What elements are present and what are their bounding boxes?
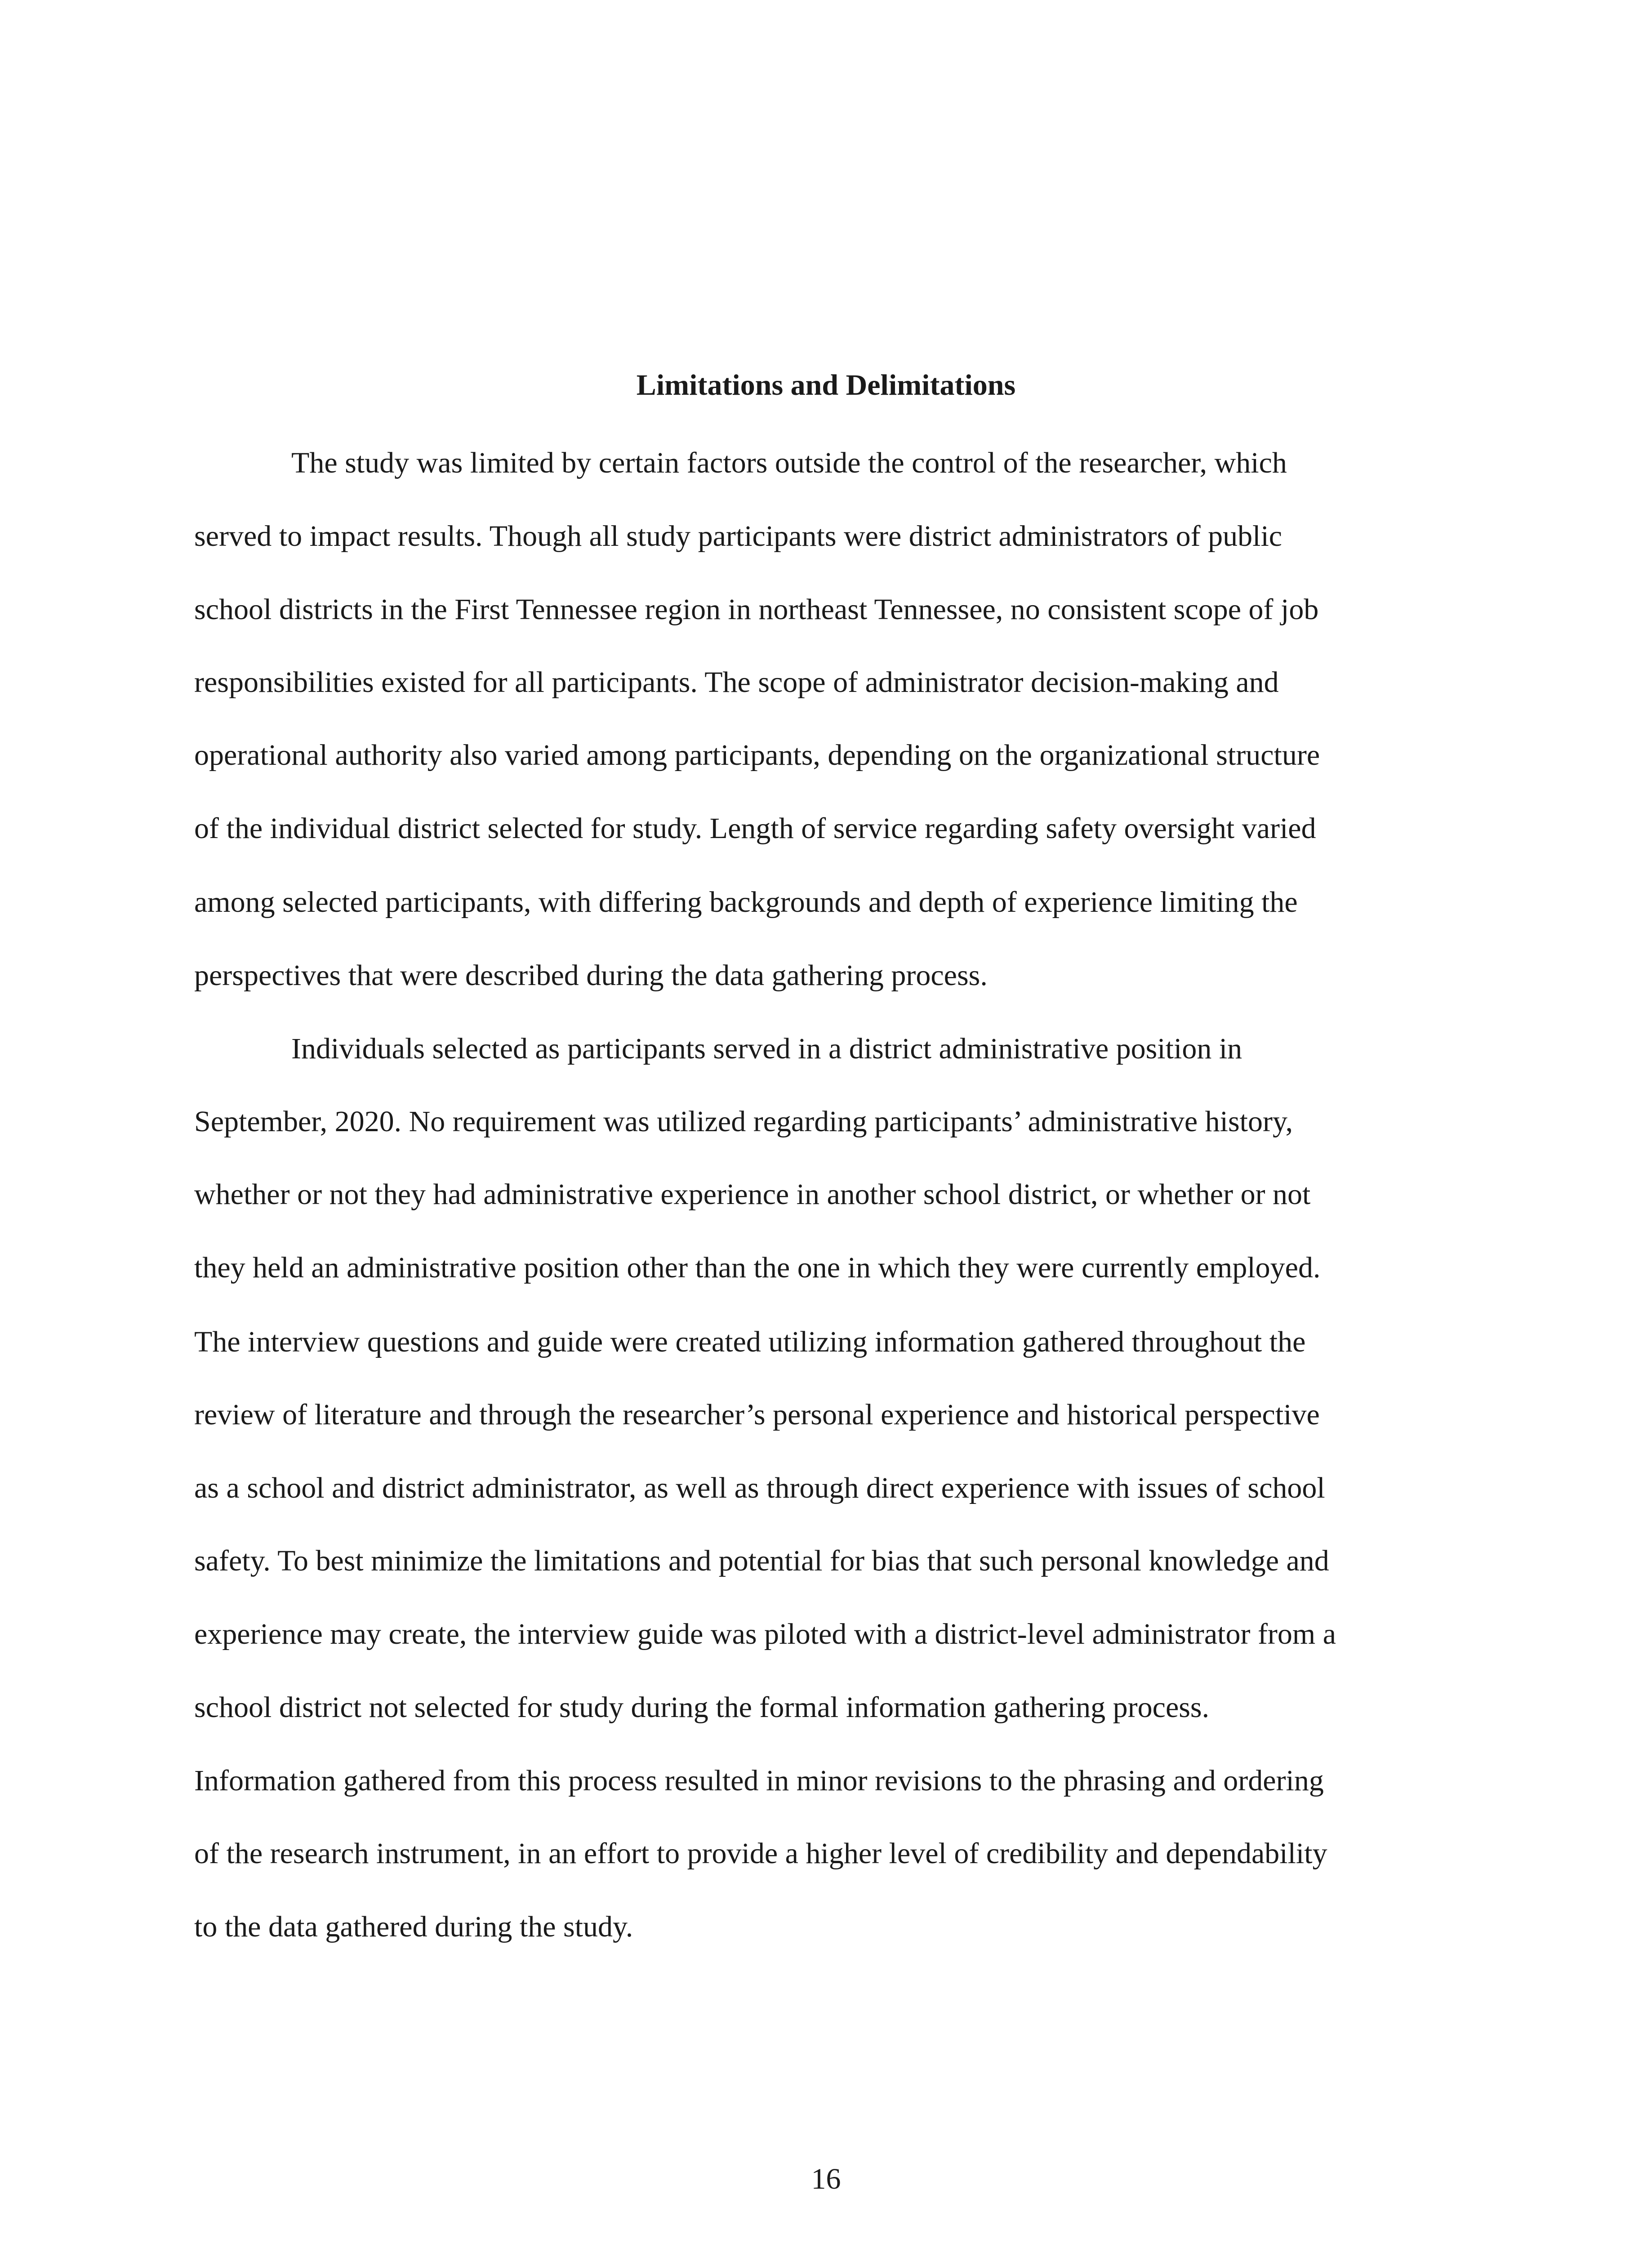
paragraph-1-line-1: The study was limited by certain factors outside the control of the researcher, which [291, 446, 1287, 479]
paragraph-1-line-4: responsibilities existed for all participants. The scope of administrator decision-making and [194, 666, 1279, 699]
paragraph-1-line-2: served to impact results. Though all study participants were district administrators of public [194, 520, 1282, 553]
paragraph-2-line-1: Individuals selected as participants served in a district administrative position in [291, 1032, 1242, 1065]
paragraph-1-line-6: of the individual district selected for study. Length of service regarding safety oversight varied [194, 812, 1316, 845]
paragraph-1-line-8: perspectives that were described during the data gathering process. [194, 959, 988, 992]
paragraph-2-line-2: September, 2020. No requirement was utilized regarding participants’ administrative history, [194, 1105, 1293, 1138]
paragraph-1-line-3: school districts in the First Tennessee region in northeast Tennessee, no consistent scope of job [194, 593, 1319, 626]
paragraph-2-line-6: review of literature and through the researcher’s personal experience and historical perspective [194, 1398, 1320, 1431]
paragraph-2-line-10: school district not selected for study during the formal information gathering process. [194, 1691, 1210, 1724]
paragraph-2-line-5: The interview questions and guide were created utilizing information gathered throughout the [194, 1325, 1306, 1358]
paragraph-2-line-4: they held an administrative position other than the one in which they were currently employed. [194, 1251, 1321, 1284]
paragraph-2-line-3: whether or not they had administrative experience in another school district, or whether or not [194, 1178, 1311, 1211]
paragraph-2-line-13: to the data gathered during the study. [194, 1910, 633, 1943]
paragraph-2-line-9: experience may create, the interview guide was piloted with a district-level administrator from a [194, 1618, 1336, 1650]
paragraph-2-line-7: as a school and district administrator, as well as through direct experience with issues of school [194, 1472, 1325, 1504]
paragraph-2-line-8: safety. To best minimize the limitations and potential for bias that such personal knowledge and [194, 1544, 1329, 1577]
paragraph-2-line-12: of the research instrument, in an effort to provide a higher level of credibility and dependability [194, 1837, 1327, 1870]
section-heading: Limitations and Delimitations [636, 369, 1016, 401]
paragraph-1-line-5: operational authority also varied among participants, depending on the organizational structure [194, 739, 1320, 772]
page-number: 16 [811, 2163, 841, 2195]
paragraph-1-line-7: among selected participants, with differing backgrounds and depth of experience limiting the [194, 886, 1298, 919]
paragraph-2-line-11: Information gathered from this process resulted in minor revisions to the phrasing and ordering [194, 1764, 1324, 1797]
